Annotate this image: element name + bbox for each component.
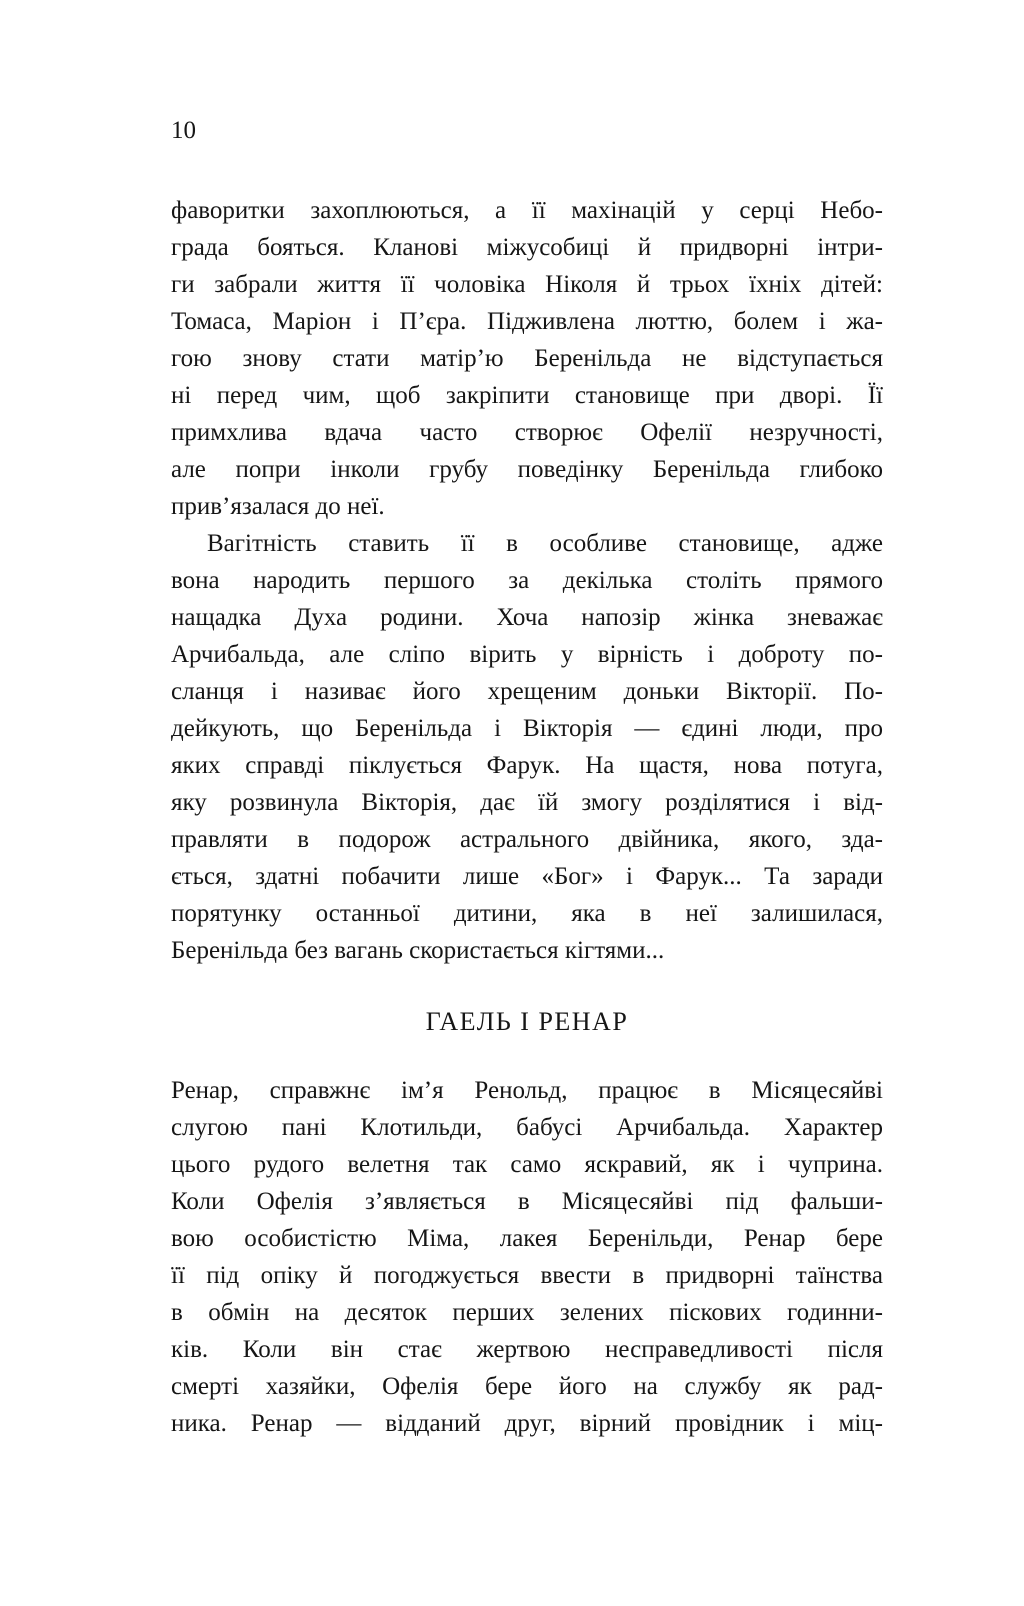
text-line: Коли Офелія з’являється в Місяцесяйві під фальши- [171, 1188, 883, 1215]
text-line: вою особистістю Міма, лакея Беренільди, Ренар бере [171, 1225, 883, 1252]
text-line: нащадка Духа родини. Хоча напозір жінка зневажає [171, 604, 883, 631]
page-number: 10 [171, 117, 196, 144]
text-line: Беренільда без вагань скористається кігтями... [171, 937, 665, 964]
text-line: фаворитки захоплюються, а її махінацій у серці Небо- [171, 197, 883, 224]
page-body [171, 192, 883, 1442]
text-line: вона народить першого за декілька століть прямого [171, 567, 883, 594]
text-line: сланця і називає його хрещеним доньки Вікторії. По- [171, 678, 883, 705]
text-line: ні перед чим, щоб закріпити становище при дворі. Її [171, 382, 883, 409]
text-line: прив’язалася до неї. [171, 493, 385, 520]
text-line: ється, здатні побачити лише «Бог» і Фарук... Та заради [171, 863, 883, 890]
text-line: гою знову стати матір’ю Беренільда не відступається [171, 345, 883, 372]
text-line: ги забрали життя її чоловіка Ніколя й трьох їхніх дітей: [171, 271, 883, 298]
paragraph [171, 1072, 883, 1442]
text-line: в обмін на десяток перших зелених піскових годинни- [171, 1299, 883, 1326]
text-line: Арчибальда, але сліпо вірить у вірність і доброту по- [171, 641, 883, 668]
text-line: града бояться. Кланові міжусобиці й придворні інтри- [171, 234, 883, 261]
section-heading: ГАЕЛЬ І РЕНАР [425, 1007, 629, 1036]
text-line: її під опіку й погоджується ввести в придворні таїнства [171, 1262, 883, 1289]
text-line: Вагітність ставить її в особливе становище, адже [207, 530, 883, 557]
text-line: дейкують, що Беренільда і Вікторія — єдині люди, про [171, 715, 883, 742]
text-line: смерті хазяйки, Офелія бере його на службу як рад- [171, 1373, 883, 1400]
text-line: Ренар, справжнє ім’я Ренольд, працює в Місяцесяйві [171, 1077, 883, 1104]
text-line: яку розвинула Вікторія, дає їй змогу розділятися і від- [171, 789, 883, 816]
text-line: ків. Коли він стає жертвою несправедливості після [171, 1336, 883, 1363]
text-line: ника. Ренар — відданий друг, вірний провідник і міц- [171, 1410, 883, 1437]
paragraph [171, 192, 883, 525]
paragraph [171, 525, 883, 969]
text-line: Томаса, Маріон і П’єра. Підживлена люттю, болем і жа- [171, 308, 883, 335]
text-line: правляти в подорож астрального двійника, якого, зда- [171, 826, 883, 853]
text-line: цього рудого велетня так само яскравий, як і чуприна. [171, 1151, 883, 1178]
text-line: але попри інколи грубу поведінку Беренільда глибоко [171, 456, 883, 483]
text-line: порятунку останньої дитини, яка в неї залишилася, [171, 900, 883, 927]
text-line: слугою пані Клотильди, бабусі Арчибальда. Характер [171, 1114, 883, 1141]
text-line: яких справді піклується Фарук. На щастя, нова потуга, [171, 752, 883, 779]
text-line: примхлива вдача часто створює Офелії незручності, [171, 419, 883, 446]
